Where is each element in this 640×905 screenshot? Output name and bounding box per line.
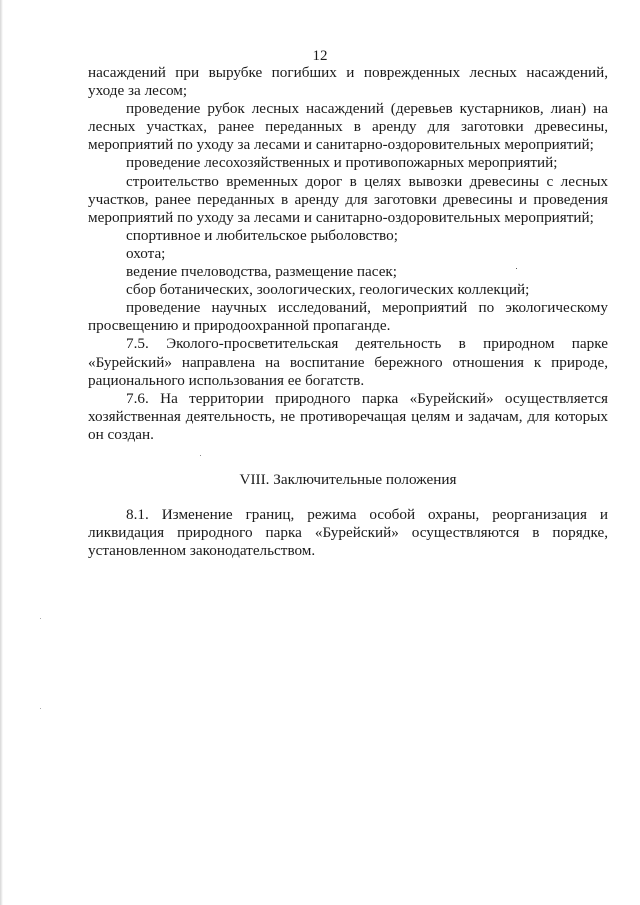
continuation-block [88, 64, 608, 444]
paragraph: проведение рубок лесных насаждений (деревьев кустарников, лиан) на лесных участках, ранее переданных в аренду для заготовки древесины, мероприятий по уходу за лесами и санитарно-оздоровительных мероприятий; [88, 100, 608, 154]
paragraph: строительство временных дорог в целях вывозки древесины с лесных участков, ранее переданных в аренду для заготовки древесины и проведения мероприятий по уходу за лесами и санитарно-оздоровительных мероприятий; [88, 172, 608, 226]
paragraph: 7.5. Эколого-просветительская деятельность в природном парке «Бурейский» направлена на воспитание бережного отношения к природе, рационального использования ее богатств. [88, 335, 608, 389]
scan-speck [40, 618, 41, 619]
section-body [88, 506, 608, 560]
paragraph: спортивное и любительское рыболовство; [126, 226, 398, 244]
paragraph: проведение научных исследований, мероприятий по экологическому просвещению и природоохранной пропаганде. [88, 299, 608, 335]
scan-speck [40, 708, 41, 709]
scan-speck [516, 268, 517, 269]
paragraph: ведение пчеловодства, размещение пасек; [126, 263, 398, 281]
page-number: 12 [312, 48, 328, 64]
paragraph: охота; [126, 244, 166, 262]
scan-edge-shadow [0, 0, 3, 905]
section-heading: VIII. Заключительные положения [239, 470, 457, 488]
document-body [88, 64, 608, 560]
paragraph: 7.6. На территории природного парка «Бурейский» осуществляется хозяйственная деятельность, не противоречащая целям и задачам, для которых он создан. [88, 389, 608, 443]
paragraph: проведение лесохозяйственных и противопожарных мероприятий; [126, 154, 558, 172]
paragraph: 8.1. Изменение границ, режима особой охраны, реорганизация и ликвидация природного парка «Бурейский» осуществляются в порядке, установленном законодательством. [88, 505, 608, 560]
paragraph: насаждений при вырубке погибших и поврежденных лесных насаждений, уходе за лесом; [88, 64, 608, 100]
paragraph: сбор ботанических, зоологических, геологических коллекций; [126, 281, 530, 299]
scan-speck [200, 455, 201, 456]
